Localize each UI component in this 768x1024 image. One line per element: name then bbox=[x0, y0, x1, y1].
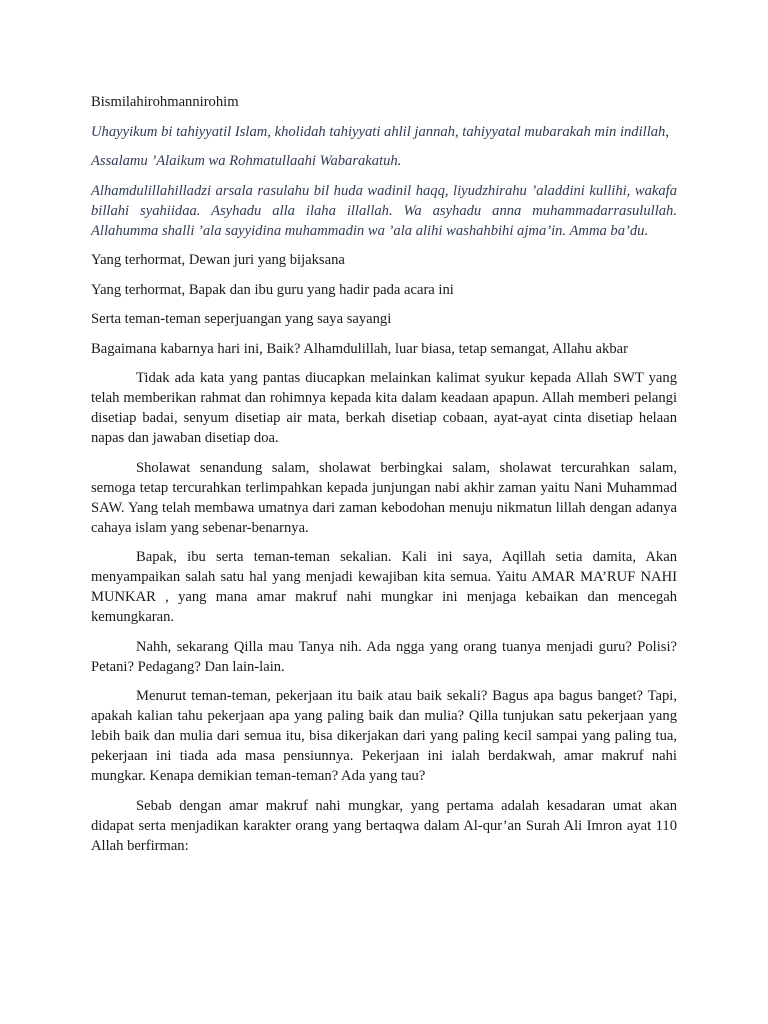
greeting-paragraph-1: Uhayyikum bi tahiyyatil Islam, kholidah tahiyyati ahlil jannah, tahiyyatal mubarakah min indillah, bbox=[91, 123, 669, 140]
salutation-line-4: Bagaimana kabarnya hari ini, Baik? Alhamdulillah, luar biasa, tetap semangat, Allahu akbar bbox=[91, 340, 628, 357]
salutation-line-2: Yang terhormat, Bapak dan ibu guru yang hadir pada acara ini bbox=[91, 281, 454, 298]
body-paragraph-5: Menurut teman-teman, pekerjaan itu baik atau baik sekali? Bagus apa bagus banget? Tapi, apakah kalian tahu pekerjaan apa yang paling baik dan mulia? Qilla tunjukan satu pekerjaan yang lebih baik dan mulia dari semua itu, bisa dikerjakan dari yang paling kecil sampai yang paling tua, pekerjaan ini tiada ada masa pensiunnya. Pekerjaan ini ialah berdakwah, amar makruf nahi mungkar. Kenapa demikian teman-teman? Ada yang tau? bbox=[91, 688, 677, 784]
opening-line: Bismilahirohmannirohim bbox=[91, 94, 239, 110]
body-paragraph-3: Bapak, ibu serta teman-teman sekalian. Kali ini saya, Aqillah setia damita, Akan menyampaikan salah satu hal yang menjadi kewajiban kita semua. Yaitu AMAR MA’RUF NAHI MUNKAR , yang mana amar makruf nahi mungkar ini menjaga kebaikan dan mencegah kemungkaran. bbox=[91, 549, 677, 625]
body-paragraph-2: Sholawat senandung salam, sholawat berbingkai salam, sholawat tercurahkan salam, semoga tetap tercurahkan terlimpahkan kepada junjungan nabi akhir zaman yaitu Nani Muhammad SAW. Yang telah membawa umatnya dari zaman kebodohan menuju nikmatun lillah dengan adanya cahaya islam yang sebenar-benarnya. bbox=[91, 459, 677, 536]
body-paragraph-1: Tidak ada kata yang pantas diucapkan melainkan kalimat syukur kepada Allah SWT yang telah memberikan rahmat dan rohimnya kepada kita dalam keadaan apapun. Allah memberi pelangi disetiap badai, senyum disetiap air mata, berkah disetiap cobaan, ayat-ayat cinta disetiap helaan napas dan jawaban disetiap doa. bbox=[91, 370, 677, 446]
greeting-paragraph-3: Alhamdulillahilladzi arsala rasulahu bil huda wadinil haqq, liyudzhirahu ’aladdini kullihi, wakafa billahi syahiidaa. Asyhadu alla ilaha illallah. Wa asyhadu anna muhammadarrasulullah. Allahumma shalli ’ala sayyidina muhammadin wa ’ala alihi washahbihi ajma’in. Amma ba’du. bbox=[91, 182, 677, 239]
body-paragraph-6: Sebab dengan amar makruf nahi mungkar, yang pertama adalah kesadaran umat akan didapat serta menjadikan karakter orang yang bertaqwa dalam Al-qur’an Surah Ali Imron ayat 110 Allah berfirman: bbox=[91, 797, 677, 854]
salutation-line-1: Yang terhormat, Dewan juri yang bijaksana bbox=[91, 252, 345, 268]
document-page bbox=[91, 92, 677, 865]
body-paragraph-4: Nahh, sekarang Qilla mau Tanya nih. Ada ngga yang orang tuanya menjadi guru? Polisi? Petani? Pedagang? Dan lain-lain. bbox=[91, 638, 677, 675]
greeting-paragraph-2: Assalamu ’Alaikum wa Rohmatullaahi Wabarakatuh. bbox=[91, 153, 402, 169]
salutation-line-3: Serta teman-teman seperjuangan yang saya sayangi bbox=[91, 311, 392, 327]
